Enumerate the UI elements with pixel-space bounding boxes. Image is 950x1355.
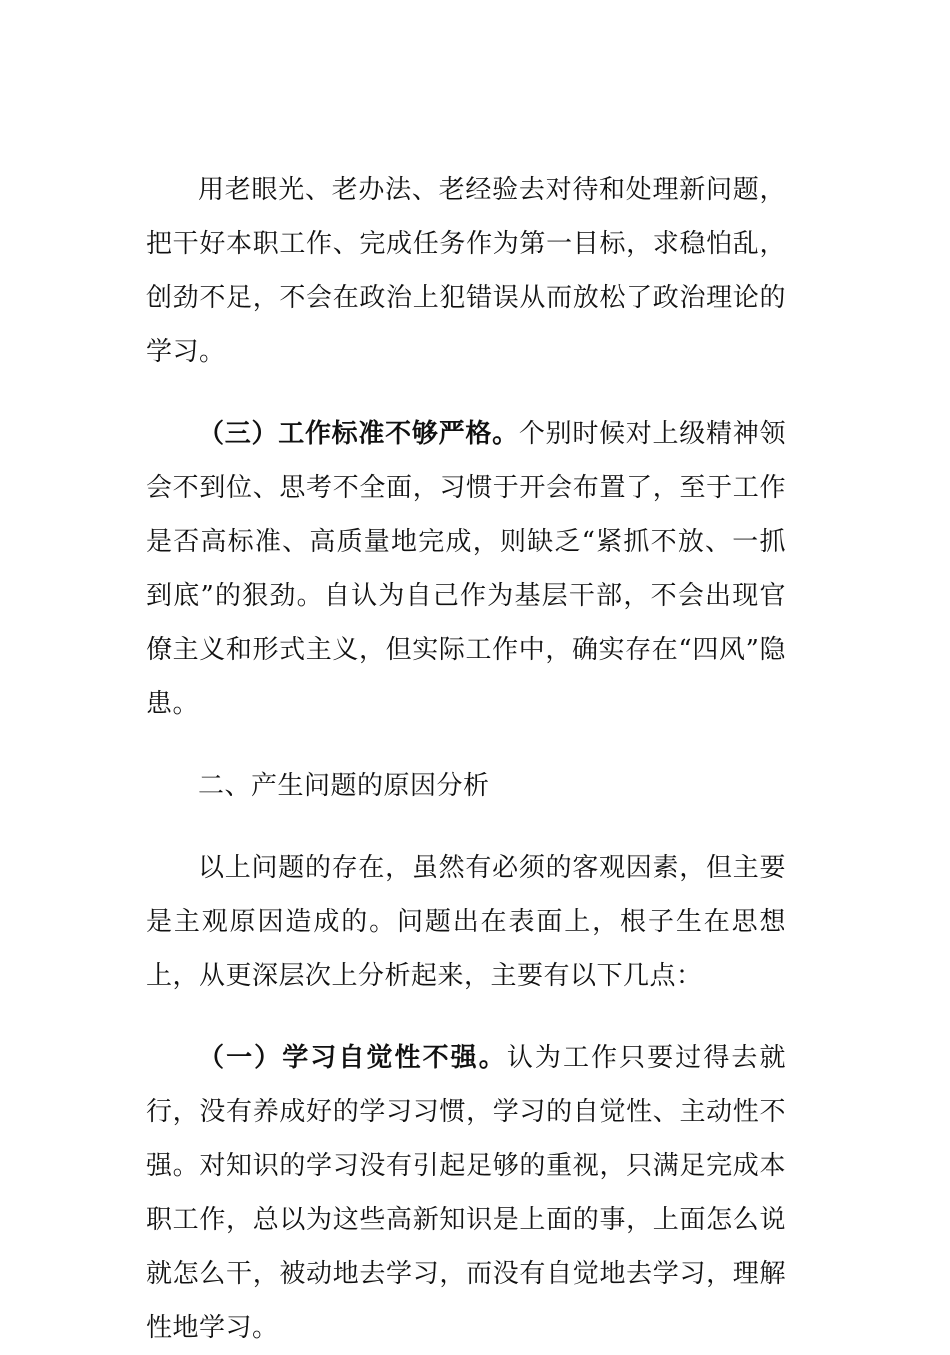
subsection-heading-3: （三）工作标准不够严格。: [198, 419, 519, 449]
paragraph-text: 用老眼光、老办法、老经验去对待和处理新问题，把干好本职工作、完成任务作为第一目标，求稳怕乱，创劲不足，不会在政治上犯错误从而放松了政治理论的学习。: [146, 175, 786, 367]
paragraph-work-standards: [146, 407, 786, 731]
section-heading-cause-analysis: [146, 759, 786, 813]
paragraph-text: 以上问题的存在，虽然有必须的客观因素，但主要是主观原因造成的。问题出在表面上，根子生在思想上，从更深层次上分析起来，主要有以下几点：: [146, 853, 786, 991]
paragraph-text: 个别时候对上级精神领会不到位、思考不全面，习惯于开会布置了，至于工作是否高标准、高质量地完成，则缺乏“紧抓不放、一抓到底”的狠劲。自认为自己作为基层干部，不会出现官僚主义和形式主义，但实际工作中，确实存在“四风”隐患。: [146, 419, 786, 719]
paragraph-work-attitude: [146, 163, 786, 379]
section-heading-text: 二、产生问题的原因分析: [198, 771, 490, 801]
subsection-heading-1: （一）学习自觉性不强。: [198, 1043, 507, 1073]
document-body: [146, 163, 786, 1355]
paragraph-cause-intro: [146, 841, 786, 1003]
paragraph-text: 认为工作只要过得去就行，没有养成好的学习习惯，学习的自觉性、主动性不强。对知识的学习没有引起足够的重视，只满足完成本职工作，总以为这些高新知识是上面的事，上面怎么说就怎么干，被动地去学习，而没有自觉地去学习，理解性地学习。: [146, 1043, 786, 1343]
paragraph-study-awareness: [146, 1031, 786, 1355]
